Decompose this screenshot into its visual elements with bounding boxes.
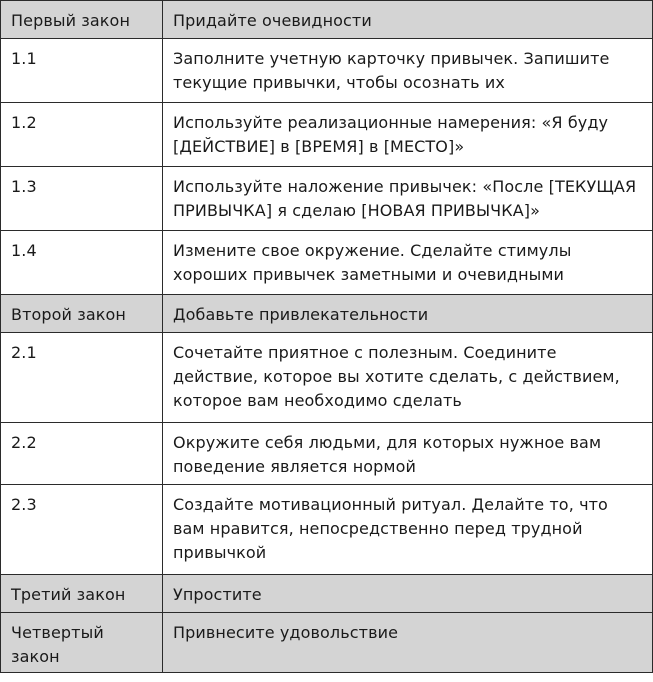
row-label: 2.1 — [1, 333, 163, 423]
row-label: 2.2 — [1, 423, 163, 485]
law-row — [1, 1, 653, 39]
row-label: 1.2 — [1, 103, 163, 167]
row-label: Второй закон — [1, 295, 163, 333]
row-label: 1.1 — [1, 39, 163, 103]
row-text: Сочетайте приятное с полезным. Соедините действие, которое вы хотите сделать, с действием, которое вам необходимо сделать — [163, 333, 653, 423]
law-row — [1, 575, 653, 613]
table-row — [1, 485, 653, 575]
law-row — [1, 295, 653, 333]
law-row — [1, 613, 653, 673]
table-row — [1, 103, 653, 167]
row-label: 1.3 — [1, 167, 163, 231]
row-text: Придайте очевидности — [163, 1, 653, 39]
row-text: Измените свое окружение. Сделайте стимулы хороших привычек заметными и очевидными — [163, 231, 653, 295]
table-row — [1, 167, 653, 231]
table-row — [1, 231, 653, 295]
row-text: Упростите — [163, 575, 653, 613]
row-label: Четвертый закон — [1, 613, 163, 673]
row-label: Первый закон — [1, 1, 163, 39]
row-text: Используйте реализационные намерения: «Я буду [ДЕЙСТВИЕ] в [ВРЕМЯ] в [МЕСТО]» — [163, 103, 653, 167]
row-text: Привнесите удовольствие — [163, 613, 653, 673]
row-label: 2.3 — [1, 485, 163, 575]
row-text: Добавьте привлекательности — [163, 295, 653, 333]
row-label: Третий закон — [1, 575, 163, 613]
table-row — [1, 39, 653, 103]
row-text: Создайте мотивационный ритуал. Делайте то, что вам нравится, непосредственно перед трудной привычкой — [163, 485, 653, 575]
row-text: Используйте наложение привычек: «После [ТЕКУЩАЯ ПРИВЫЧКА] я сделаю [НОВАЯ ПРИВЫЧКА]» — [163, 167, 653, 231]
table-row — [1, 333, 653, 423]
row-text: Окружите себя людьми, для которых нужное вам поведение является нормой — [163, 423, 653, 485]
row-label: 1.4 — [1, 231, 163, 295]
table-row — [1, 423, 653, 485]
row-text: Заполните учетную карточку привычек. Запишите текущие привычки, чтобы осознать их — [163, 39, 653, 103]
